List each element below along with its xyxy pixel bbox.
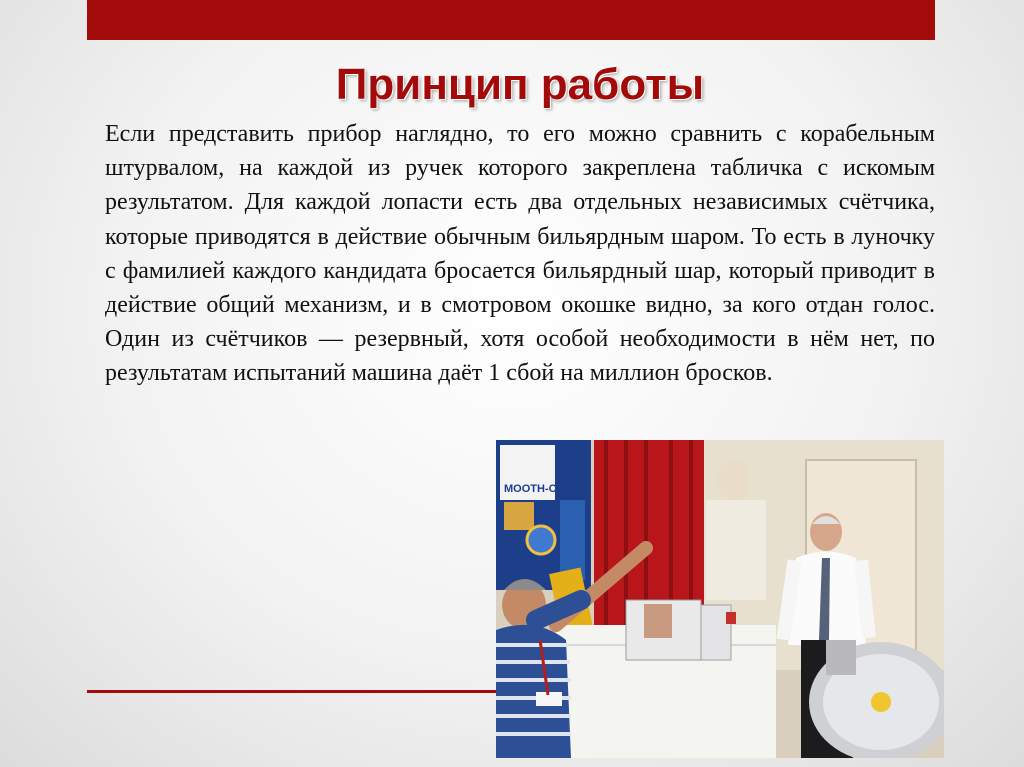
booth-sign-text: MOOTH-ON	[504, 483, 566, 495]
top-accent-bar	[87, 0, 935, 40]
slide-title: Принцип работы	[335, 60, 705, 109]
exhibition-photo	[496, 440, 944, 758]
bottom-accent-line	[87, 690, 499, 693]
slide-body-text: Если представить прибор наглядно, то его можно сравнить с корабельным штурвалом, на каждой из ручек которого закреплена табличка с искомым результатом. Для каждой лопасти есть два отдельных независимых счётчика, которые приводятся в действие обычным бильярдным шаром. То есть в луночку с фамилией каждого кандидата бросается бильярдный шар, который приводит в действие общий механизм, и в смотровом окошке видно, за кого отдан голос. Один из счётчиков — резервный, хотя особой необходимости в нём нет, по результатам испытаний машина даёт 1 сбой на миллион бросков.	[105, 121, 935, 387]
